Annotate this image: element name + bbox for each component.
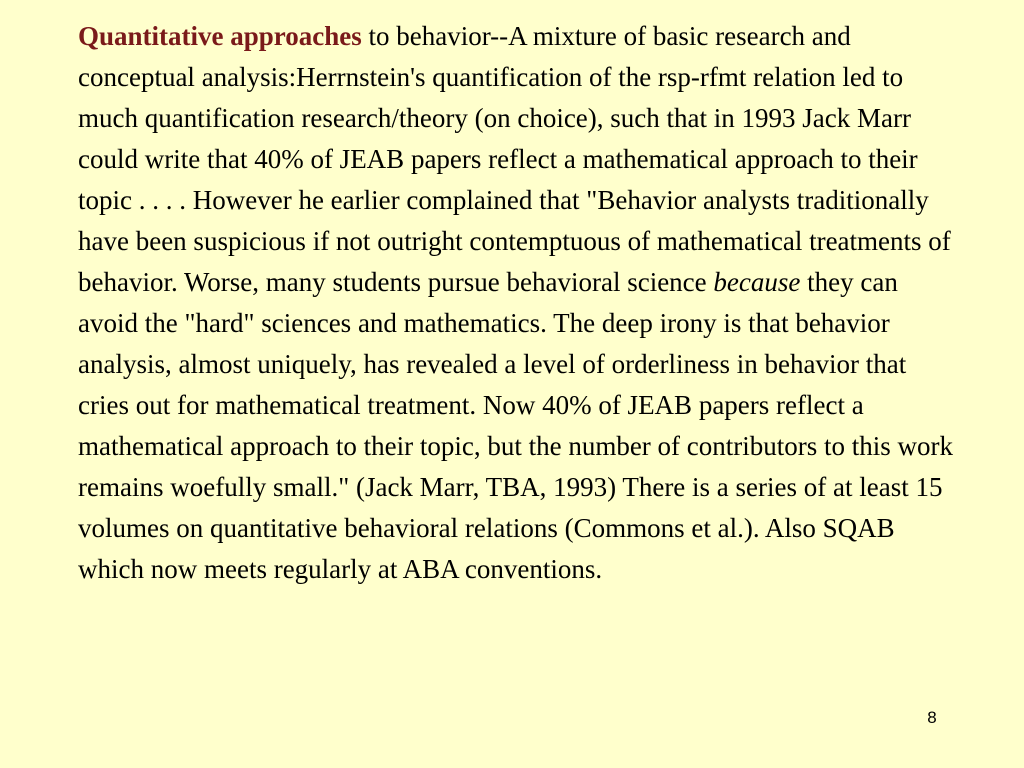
page-number: 8	[927, 708, 937, 727]
slide-body-text	[78, 16, 958, 590]
body-text-part-2: they can avoid the "hard" sciences and mathematics. The deep irony is that behavior analysis, almost uniquely, has revealed a level of orderliness in behavior that cries out for mathematical treatment. Now 40% of JEAB papers reflect a mathematical approach to their topic, but the number of contributors to this work remains woefully small." (Jack Marr, TBA, 1993) There is a series of at least 15 volumes on quantitative behavioral relations (Commons et al.). Also SQAB which now meets regularly at ABA conventions.	[78, 267, 954, 584]
slide-heading: Quantitative approaches	[78, 21, 362, 51]
body-text-part-1: to behavior--A mixture of basic research and conceptual analysis:Herrnstein's quantification of the rsp-rfmt relation led to much quantification research/theory (on choice), such that in 1993 Jack Marr could write that 40% of JEAB papers reflect a mathematical approach to their topic . . . . However he earlier complained that "Behavior analysts traditionally have been suspicious if not outright contemptuous of mathematical treatments of behavior. Worse, many students pursue behavioral science	[78, 21, 951, 297]
emphasized-word: because	[713, 267, 801, 297]
